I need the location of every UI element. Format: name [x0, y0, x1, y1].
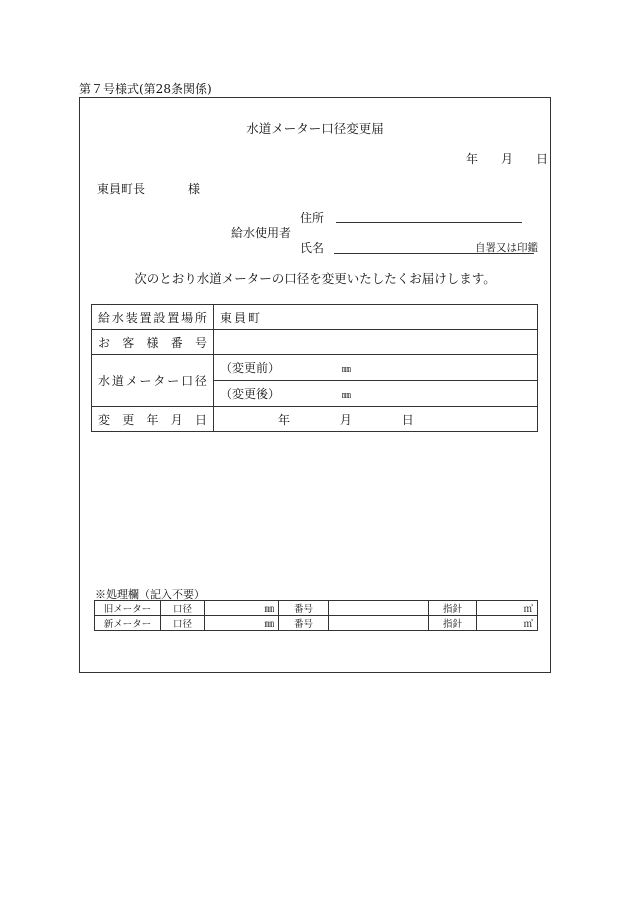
new-caliber-label: 口径: [161, 616, 205, 631]
customer-value-cell[interactable]: [214, 330, 538, 355]
table-row: [92, 407, 538, 432]
old-meter-label: 旧メーター: [95, 601, 161, 616]
after-label: （変更後）: [220, 387, 281, 401]
change-month-label: 月: [339, 412, 352, 427]
change-year-label: 年: [278, 412, 291, 427]
intro-text: 次のとおり水道メーターの口径を変更いたしたくお届けします。: [134, 271, 496, 286]
table-row: [92, 355, 538, 381]
date-day-label: 日: [536, 152, 549, 166]
old-reading-label: 指針: [429, 601, 477, 616]
processing-table: [94, 600, 538, 631]
table-row: [95, 616, 538, 631]
new-number-label: 番号: [279, 616, 329, 631]
old-number-value: [329, 601, 429, 616]
old-caliber-unit: ㎜: [205, 601, 279, 616]
name-label: 氏名: [300, 241, 325, 255]
location-label: 給 水 装 置 設 置 場 所: [98, 310, 207, 325]
table-row: [95, 601, 538, 616]
old-reading-unit: ㎥: [477, 601, 538, 616]
form-number-label: 第７号様式(第28条関係): [79, 82, 212, 96]
applicant-role-label: 給水使用者: [231, 226, 292, 240]
date-month-label: 月: [501, 152, 514, 166]
table-row: [92, 305, 538, 330]
change-details-table: [91, 304, 538, 432]
customer-label-cell: [92, 330, 214, 355]
addressee-suffix: 様: [188, 182, 201, 196]
seal-note: 自署又は印鑑: [475, 242, 538, 254]
old-caliber-label: 口径: [161, 601, 205, 616]
location-value: 東員町: [220, 310, 263, 325]
customer-label: お 客 様 番 号: [98, 335, 207, 350]
location-label-cell: [92, 305, 214, 330]
change-date-label-cell: [92, 407, 214, 432]
location-value-cell[interactable]: [214, 305, 538, 330]
new-number-value: [329, 616, 429, 631]
form-title: 水道メーター口径変更届: [246, 121, 384, 136]
new-reading-label: 指針: [429, 616, 477, 631]
address-input-line[interactable]: [336, 222, 522, 223]
addressee-name: 東員町長: [97, 182, 146, 196]
table-row: [92, 330, 538, 355]
new-meter-label: 新メーター: [95, 616, 161, 631]
date-year-label: 年: [466, 152, 479, 166]
change-date-label: 変 更 年 月 日: [98, 412, 207, 427]
change-date-value-cell[interactable]: [214, 407, 538, 432]
change-day-label: 日: [401, 412, 414, 427]
meter-after-cell[interactable]: [214, 381, 538, 407]
after-unit: ㎜: [341, 391, 351, 401]
meter-before-cell[interactable]: [214, 355, 538, 381]
meter-label-cell: [92, 355, 214, 407]
before-label: （変更前）: [220, 361, 281, 375]
processing-note: ※処理欄（記入不要）: [95, 588, 205, 601]
old-number-label: 番号: [279, 601, 329, 616]
address-label: 住所: [300, 211, 325, 225]
meter-label: 水 道 メ ー タ ー 口 径: [98, 374, 207, 388]
before-unit: ㎜: [341, 365, 351, 375]
new-reading-unit: ㎥: [477, 616, 538, 631]
new-caliber-unit: ㎜: [205, 616, 279, 631]
